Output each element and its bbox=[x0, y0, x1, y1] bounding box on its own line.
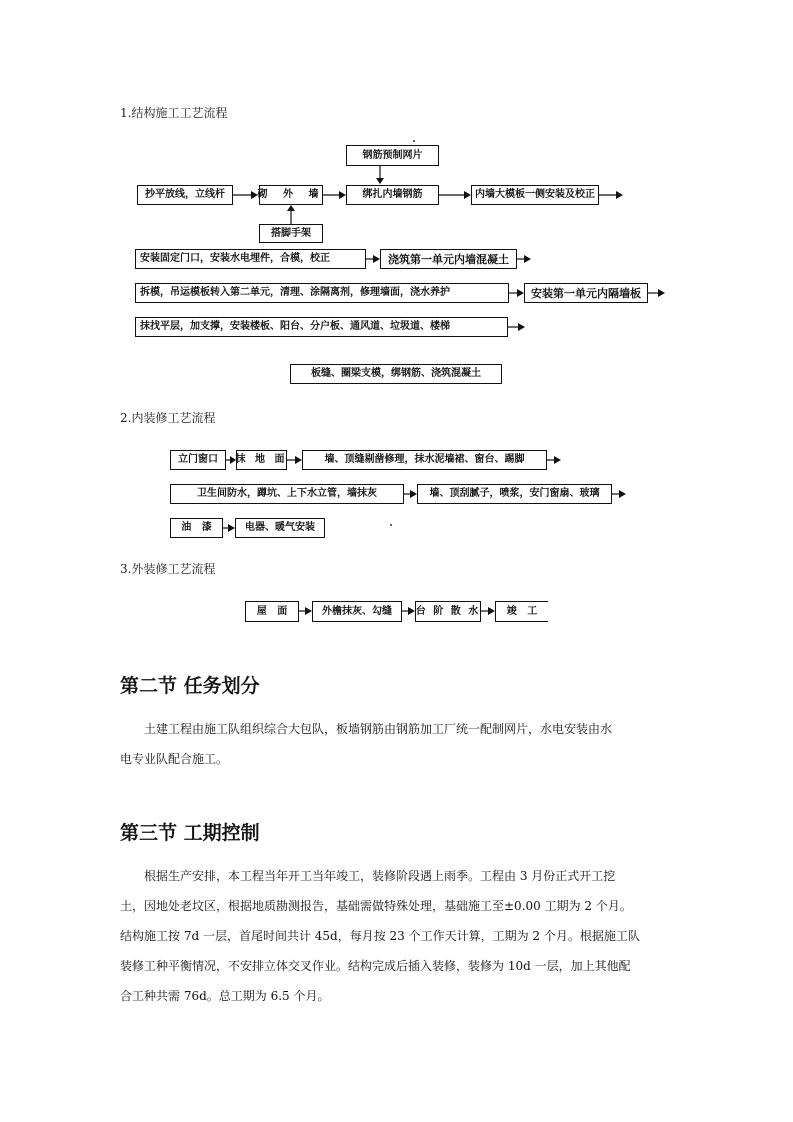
section-2-body bbox=[120, 714, 690, 774]
flow-box-bathroom: 卫生间防水，蹲坑、上下水立管，墙抹灰 bbox=[170, 484, 404, 504]
arrow-up bbox=[286, 205, 296, 224]
flow-box-eaves: 外檐抹灰、勾缝 bbox=[312, 601, 402, 622]
arrow-right bbox=[509, 288, 524, 298]
flow-box-paint: 油 漆 bbox=[170, 518, 223, 538]
section-3-label: 3.外装修工艺流程 bbox=[120, 562, 216, 576]
arrow-right bbox=[547, 455, 561, 465]
flow-box-door-frame: 安装固定门口，安装水电埋件，合模，校正 bbox=[135, 249, 366, 269]
arrow-right bbox=[233, 190, 258, 200]
paragraph-line: 根据生产安排，本工程当年开工当年竣工，装修阶段遇上雨季。工程由 3 月份正式开工挖 bbox=[144, 869, 616, 883]
section-2-label: 2.内装修工艺流程 bbox=[120, 411, 216, 425]
flow-box-bind-rebar: 绑扎内墙钢筋 bbox=[346, 185, 439, 205]
scan-speck bbox=[390, 524, 392, 526]
flow-box-wall-repair: 墙、顶缝剔凿修理，抹水泥墙裙、窗台、踢脚 bbox=[302, 450, 547, 470]
arrow-right bbox=[599, 190, 623, 200]
flow-box-leveling: 抹找平层，加支撑，安装楼板、阳台、分户板、通风道、垃圾道、楼梯 bbox=[135, 317, 508, 337]
section-3-heading: 第三节 工期控制 bbox=[120, 822, 260, 844]
arrow-right bbox=[366, 254, 380, 264]
arrow-right bbox=[402, 606, 415, 616]
arrow-right bbox=[648, 288, 665, 298]
arrow-right bbox=[481, 606, 495, 616]
arrow-down bbox=[375, 166, 385, 184]
paragraph-line: 土，因地处老坟区，根据地质勘测报告，基础需做特殊处理，基础施工至±0.00 工期为 2 个月。 bbox=[120, 899, 632, 913]
flow-box-level-setout: 抄平放线，立线杆 bbox=[137, 185, 233, 205]
flow-box-partition: 安装第一单元内隔墙板 bbox=[524, 283, 648, 303]
flow-box-putty: 墙、顶刮腻子，喷浆，安门窗扇、玻璃 bbox=[417, 484, 612, 504]
scan-speck bbox=[413, 140, 415, 142]
flow-box-outer-wall: 砌 外 墙 bbox=[259, 185, 323, 205]
flow-box-inner-formwork: 内墙大模板一侧安装及校正 bbox=[471, 185, 599, 205]
flow-box-slab-joint: 板缝、圈梁支模，绑钢筋、浇筑混凝土 bbox=[290, 364, 502, 384]
arrow-right bbox=[223, 523, 235, 533]
flow-box-rebar-mesh: 钢筋预制网片 bbox=[346, 145, 439, 166]
section-3-body bbox=[120, 861, 700, 1011]
flow-box-pour-unit1: 浇筑第一单元内墙混凝土 bbox=[380, 249, 517, 269]
flow-box-floor: 抹 地 面 bbox=[236, 450, 287, 470]
flow-box-scaffold: 搭脚手架 bbox=[259, 224, 323, 243]
flow-box-window-frame: 立门窗口 bbox=[170, 450, 226, 470]
section-1-label: 1.结构施工工艺流程 bbox=[120, 106, 228, 120]
flow-box-electrical: 电器、暖气安装 bbox=[235, 518, 325, 538]
paragraph-line: 装修工种平衡情况，不安排立体交叉作业。结构完成后插入装修，装修为 10d 一层，加上其他配 bbox=[120, 959, 631, 973]
flow-box-complete: 竣 工 bbox=[495, 601, 548, 622]
flow-box-strip-form: 拆模，吊运模板转入第二单元，清理、涂隔离剂，修理墙面，浇水养护 bbox=[135, 283, 509, 303]
paragraph-line: 土建工程由施工队组织综合大包队，板墙钢筋由钢筋加工厂统一配制网片，水电安装由水 bbox=[144, 722, 613, 736]
paragraph-line: 合工种共需 76d。总工期为 6.5 个月。 bbox=[120, 989, 330, 1003]
arrow-right bbox=[287, 455, 302, 465]
section-2-heading: 第二节 任务划分 bbox=[120, 675, 260, 697]
paragraph-line: 结构施工按 7d 一层，首尾时间共计 45d，每月按 23 个工作天计算，工期为 2 个月。根据施工队 bbox=[120, 929, 640, 943]
arrow-right bbox=[226, 455, 236, 465]
arrow-right bbox=[517, 254, 531, 264]
arrow-right bbox=[299, 606, 312, 616]
arrow-right bbox=[612, 489, 626, 499]
flow-box-apron: 台 阶 散 水 bbox=[415, 601, 481, 622]
flow-box-roof: 屋 面 bbox=[245, 601, 299, 622]
paragraph-line: 电专业队配合施工。 bbox=[120, 752, 229, 766]
arrow-right bbox=[439, 190, 471, 200]
arrow-right bbox=[508, 322, 525, 332]
arrow-right bbox=[323, 190, 346, 200]
arrow-right bbox=[404, 489, 417, 499]
